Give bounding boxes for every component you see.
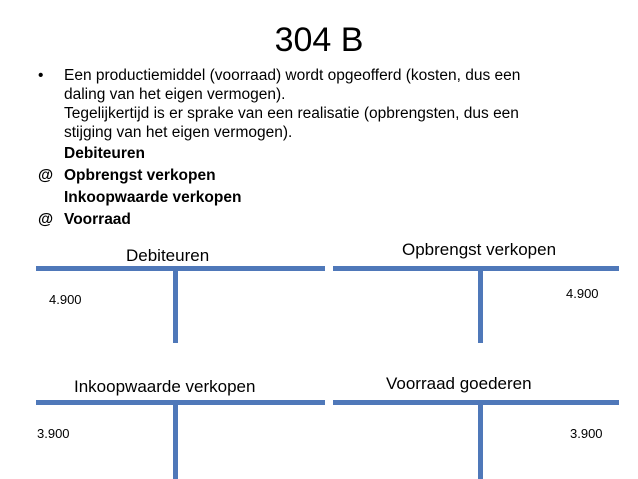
- text-line-1: Een productiemiddel (voorraad) wordt opgeofferd (kosten, dus een: [64, 67, 521, 84]
- bullet: •: [38, 67, 44, 84]
- journal-credit-2: Voorraad: [64, 211, 131, 228]
- t-account-opbrengst-credit: 4.900: [566, 286, 599, 301]
- t-account-debiteuren-vbar: [173, 268, 178, 343]
- t-account-voorraad-title: Voorraad goederen: [386, 374, 532, 393]
- journal-debit-1: Debiteuren: [64, 145, 145, 162]
- slide-title: 304 B: [274, 21, 364, 59]
- text-line-4: stijging van het eigen vermogen).: [64, 124, 293, 141]
- t-account-opbrengst-hbar: [333, 266, 619, 271]
- t-account-debiteuren-debit: 4.900: [49, 292, 82, 307]
- t-account-inkoopwaarde-title: Inkoopwaarde verkopen: [74, 377, 256, 396]
- journal-credit-1: Opbrengst verkopen: [64, 167, 216, 184]
- t-account-debiteuren-hbar: [36, 266, 325, 271]
- journal-debit-2: Inkoopwaarde verkopen: [64, 189, 242, 206]
- t-account-opbrengst-vbar: [478, 268, 483, 343]
- text-line-2: daling van het eigen vermogen).: [64, 86, 286, 103]
- t-account-inkoopwaarde-hbar: [36, 400, 325, 405]
- t-account-opbrengst-title: Opbrengst verkopen: [402, 240, 557, 259]
- t-account-voorraad-hbar: [333, 400, 619, 405]
- journal-at-1: @: [38, 167, 54, 184]
- t-account-debiteuren-title: Debiteuren: [126, 246, 210, 265]
- text-line-3: Tegelijkertijd is er sprake van een realisatie (opbrengsten, dus een: [64, 105, 519, 122]
- journal-at-2: @: [38, 211, 54, 228]
- t-account-inkoopwaarde-debit: 3.900: [37, 426, 70, 441]
- t-account-voorraad-credit: 3.900: [570, 426, 603, 441]
- t-account-inkoopwaarde-vbar: [173, 402, 178, 479]
- t-account-voorraad-vbar: [478, 402, 483, 479]
